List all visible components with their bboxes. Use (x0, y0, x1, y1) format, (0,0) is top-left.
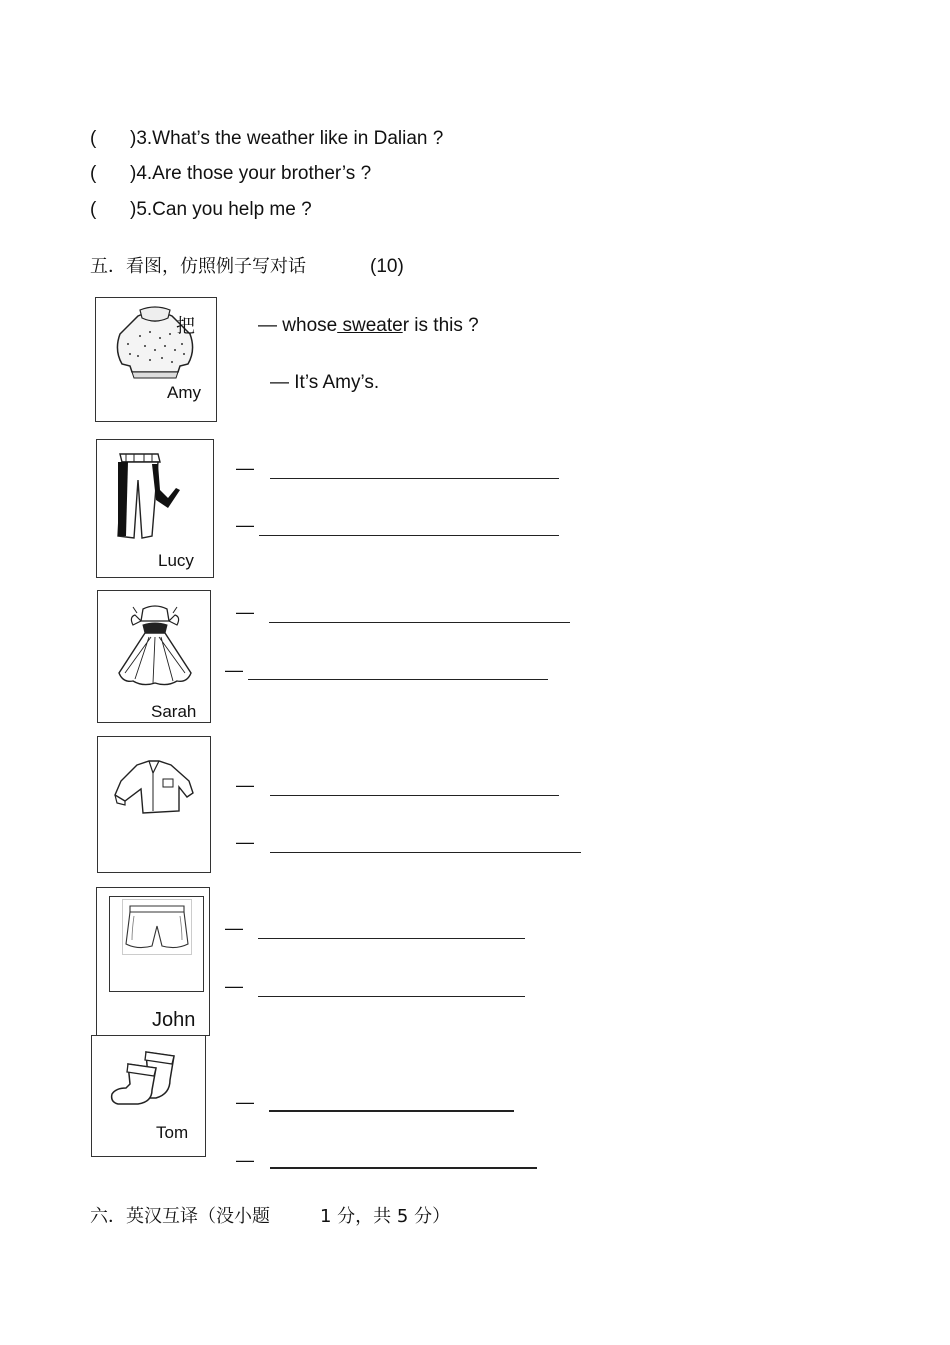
section-6-title: 六．英汉互译（没小题 (90, 1206, 270, 1227)
answer-line-1b[interactable] (259, 535, 559, 536)
picture-box-lucy (96, 439, 214, 578)
dash-2a: — (236, 602, 254, 622)
dash-1b: — (236, 515, 254, 535)
section-5-title: 五．看图，仿照例子写对话 (90, 256, 306, 277)
answer-line-2b[interactable] (248, 679, 548, 680)
picture-box-tom (91, 1035, 206, 1157)
dash-2b: — (225, 660, 243, 680)
trousers-icon (112, 450, 192, 545)
picture-box-shirt (97, 736, 211, 873)
dash-3b: — (236, 832, 254, 852)
question-4-paren: ( (90, 163, 97, 184)
shorts-icon (124, 902, 190, 954)
question-5-text: )5.Can you help me ? (130, 199, 312, 220)
picture-name-lucy: Lucy (158, 551, 194, 570)
picture-name-tom: Tom (156, 1123, 189, 1142)
dash-1a: — (236, 458, 254, 478)
shirt-icon (113, 759, 195, 821)
question-5-paren: ( (90, 199, 97, 220)
picture-name-sarah: Sarah (151, 702, 197, 721)
picture-box-john (96, 887, 210, 1036)
answer-line-1a[interactable] (270, 478, 559, 479)
dash-5a: — (236, 1092, 254, 1112)
shorts-inner-frame (109, 896, 204, 992)
example-question-prefix: — whose (258, 315, 338, 336)
example-picture-box (95, 297, 217, 422)
question-3-paren: ( (90, 128, 97, 149)
example-answer: — It’s Amy’s. (270, 372, 380, 393)
example-question-suffix: r is this ? (402, 315, 479, 336)
dash-4a: — (225, 918, 243, 938)
example-question (258, 315, 479, 337)
dress-icon (113, 603, 197, 688)
answer-line-2a[interactable] (269, 622, 570, 623)
picture-name-john: John (152, 1009, 196, 1031)
answer-line-5b[interactable] (270, 1167, 537, 1169)
picture-box-sarah (97, 590, 211, 723)
dash-3a: — (236, 775, 254, 795)
answer-line-5a[interactable] (269, 1110, 514, 1112)
question-4-text: )4.Are those your brother’s ? (130, 163, 372, 184)
question-3-text: )3.What’s the weather like in Dalian ? (130, 128, 444, 149)
answer-line-4a[interactable] (258, 938, 525, 939)
section-6-score: 1 分，共 5 分） (320, 1206, 451, 1227)
example-name: Amy (167, 383, 201, 402)
dash-4b: — (225, 976, 243, 996)
socks-icon (108, 1050, 186, 1106)
dash-5b: — (236, 1150, 254, 1170)
example-question-underlined: sweate (337, 315, 403, 336)
example-overlay-char: 把 (176, 315, 196, 337)
section-5-score: (10) (370, 256, 404, 277)
answer-line-4b[interactable] (258, 996, 525, 997)
answer-line-3b[interactable] (270, 852, 581, 853)
answer-line-3a[interactable] (270, 795, 559, 796)
